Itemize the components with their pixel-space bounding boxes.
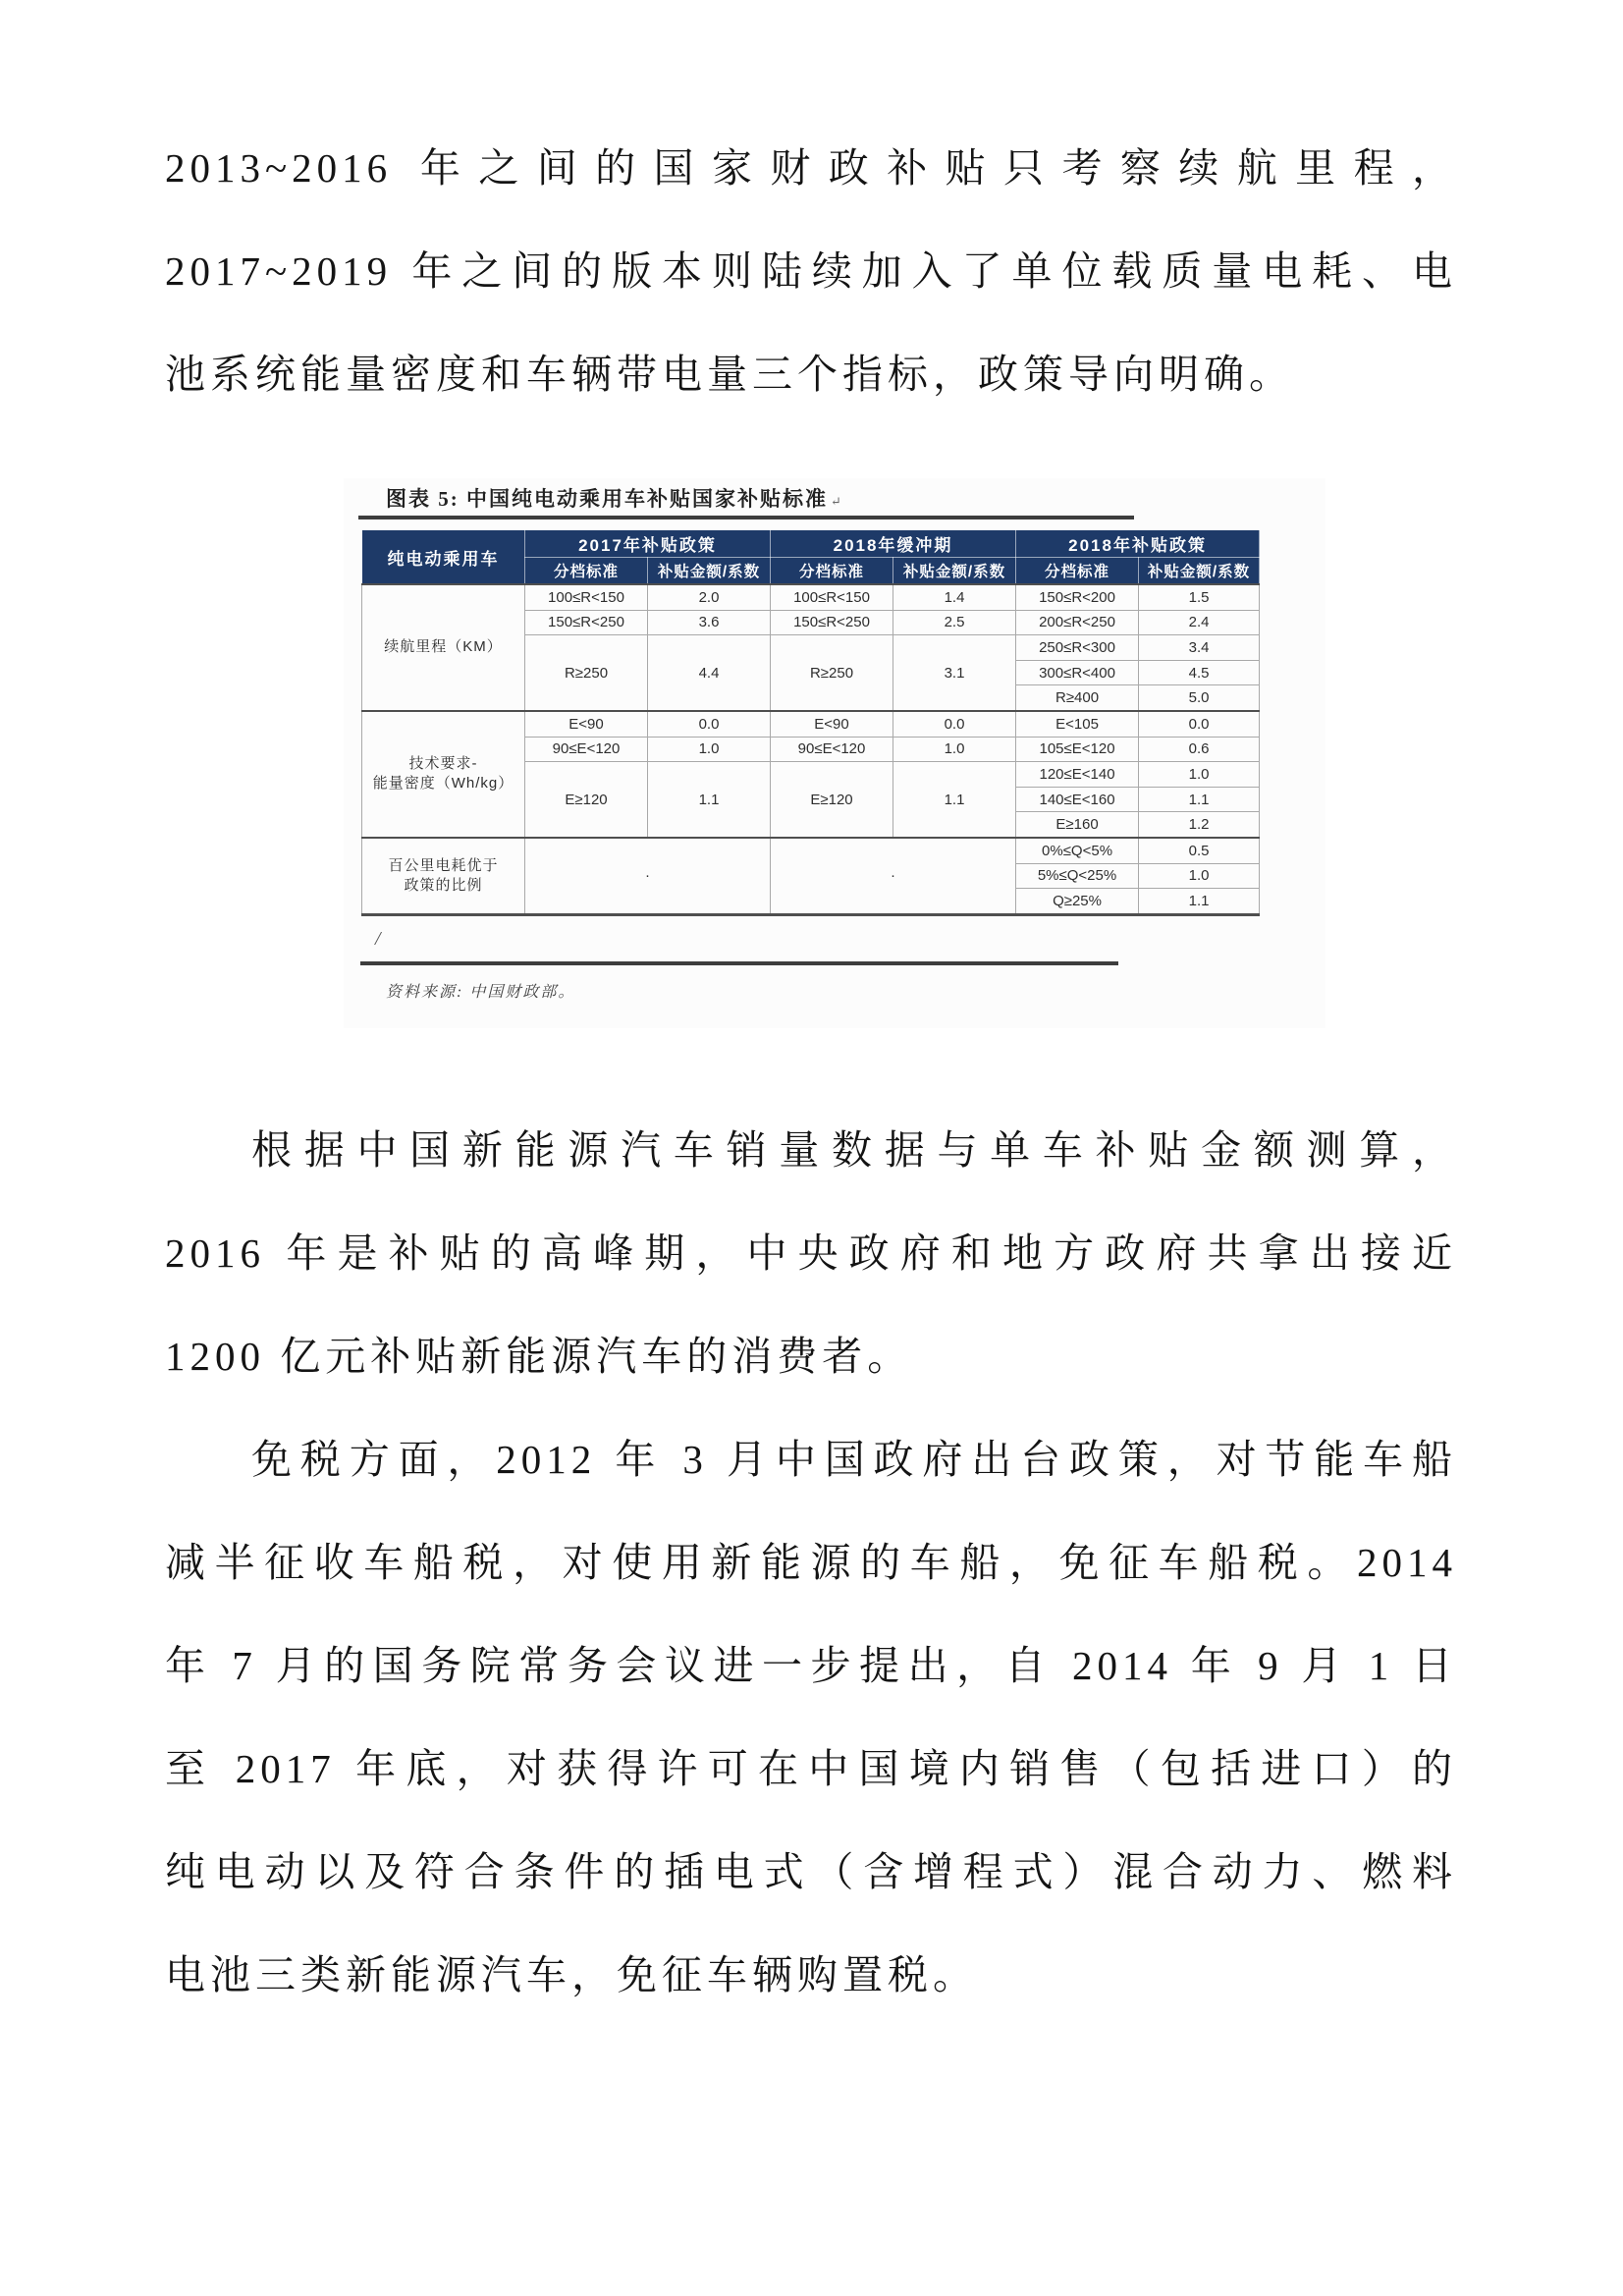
table-empty-dot-cell: ·	[771, 838, 1016, 914]
table-cell: 200≤R<250	[1016, 610, 1139, 635]
table-cell: 3.4	[1139, 635, 1260, 661]
table-cell: R≥400	[1016, 685, 1139, 711]
paragraph-line: 至 2017 年底，对获得许可在中国境内销售（包括进口）的	[165, 1746, 1457, 1791]
paragraph-line: 2016 年是补贴的高峰期，中央政府和地方政府共拿出接近	[165, 1230, 1457, 1276]
paragraph-line: 减半征收车船税，对使用新能源的车船，免征车船税。2014	[165, 1540, 1457, 1585]
table-cell: 300≤R<400	[1016, 660, 1139, 685]
table-cell: E<90	[525, 711, 648, 737]
table-cell: 250≤R<300	[1016, 635, 1139, 661]
paragraph-line: 1200 亿元补贴新能源汽车的消费者。	[165, 1334, 913, 1379]
table-subcolumn-header: 分档标准	[525, 558, 648, 585]
paragraph-line: 根据中国新能源汽车销量数据与单车补贴金额测算，	[251, 1127, 1457, 1173]
table-subcolumn-header: 补贴金额/系数	[1139, 558, 1260, 585]
figure-title-rule	[358, 516, 1134, 519]
paragraph-line: 电池三类新能源汽车，免征车辆购置税。	[165, 1952, 978, 1997]
table-cell: E≥160	[1016, 812, 1139, 838]
table-cell: 1.0	[1139, 762, 1260, 788]
table-cell: 0.6	[1139, 737, 1260, 762]
table-cell: 2.0	[648, 584, 771, 610]
table-row-group-label: 技术要求- 能量密度（Wh/kg）	[362, 711, 525, 838]
table-column-group-header: 2017年补贴政策	[525, 530, 771, 558]
table-cell: 3.6	[648, 610, 771, 635]
table-cell: Q≥25%	[1016, 889, 1139, 915]
figure-title	[386, 483, 843, 513]
table-cell: E≥120	[525, 762, 648, 838]
table-cell: 0.0	[1139, 711, 1260, 737]
table-cell: 5%≤Q<25%	[1016, 863, 1139, 889]
table-cell: 1.0	[1139, 863, 1260, 889]
table-column-group-header: 2018年缓冲期	[771, 530, 1016, 558]
table-body	[362, 584, 1260, 914]
table-cell: 1.0	[648, 737, 771, 762]
table-cell: E<90	[771, 711, 893, 737]
stray-mark: /	[375, 928, 381, 950]
table-cell: 5.0	[1139, 685, 1260, 711]
table-cell: 1.1	[648, 762, 771, 838]
subsidy-table-wrap	[361, 530, 1260, 916]
table-cell: 150≤R<200	[1016, 584, 1139, 610]
paragraph-line: 免税方面，2012 年 3 月中国政府出台政策，对节能车船	[251, 1437, 1457, 1482]
table-cell: 140≤E<160	[1016, 787, 1139, 812]
paragraph-line: 纯电动以及符合条件的插电式（含增程式）混合动力、燃料	[165, 1849, 1457, 1894]
paragraph-line: 2013~2016 年之间的国家财政补贴只考察续航里程，	[165, 145, 1457, 191]
paragraph-3	[165, 1408, 1457, 2027]
table-cell: 1.0	[893, 737, 1016, 762]
table-empty-dot-cell: ·	[525, 838, 771, 914]
figure-source-note: 资料来源: 中国财政部。	[386, 984, 576, 1001]
table-row-group-label: 续航里程（KM）	[362, 584, 525, 711]
table-column-group-header: 2018年补贴政策	[1016, 530, 1260, 558]
table-cell: 150≤R<250	[525, 610, 648, 635]
table-cell: 0.0	[648, 711, 771, 737]
paragraph-line: 池系统能量密度和车辆带电量三个指标，政策导向明确。	[165, 352, 1294, 397]
paragraph-line: 2017~2019 年之间的版本则陆续加入了单位载质量电耗、电	[165, 248, 1457, 294]
table-cell: 1.2	[1139, 812, 1260, 838]
table-cell: 1.1	[1139, 787, 1260, 812]
figure-block	[344, 478, 1325, 1028]
table-subcolumn-header: 分档标准	[1016, 558, 1139, 585]
table-cell: 4.4	[648, 635, 771, 711]
paragraph-line: 年 7 月的国务院常务会议进一步提出，自 2014 年 9 月 1 日	[165, 1643, 1457, 1688]
table-cell: 2.4	[1139, 610, 1260, 635]
table-cell: 1.5	[1139, 584, 1260, 610]
table-cell: 100≤R<150	[771, 584, 893, 610]
table-cell: E≥120	[771, 762, 893, 838]
table-cell: 105≤E<120	[1016, 737, 1139, 762]
table-cell: 0.5	[1139, 838, 1260, 863]
table-cell: 120≤E<140	[1016, 762, 1139, 788]
subsidy-table	[361, 530, 1260, 916]
table-subcolumn-header: 分档标准	[771, 558, 893, 585]
table-row-group-label: 百公里电耗优于 政策的比例	[362, 838, 525, 914]
table-cell: 150≤R<250	[771, 610, 893, 635]
table-subcolumn-header: 补贴金额/系数	[648, 558, 771, 585]
paragraph-2	[165, 1099, 1457, 1408]
table-cell: 1.4	[893, 584, 1016, 610]
table-cell: 100≤R<150	[525, 584, 648, 610]
paragraph-1	[165, 117, 1457, 426]
table-cell: R≥250	[771, 635, 893, 711]
table-cell: 0.0	[893, 711, 1016, 737]
table-cell: 3.1	[893, 635, 1016, 711]
table-header	[362, 530, 1260, 584]
table-cell: 90≤E<120	[525, 737, 648, 762]
table-cell: 1.1	[1139, 889, 1260, 915]
table-cell: 4.5	[1139, 660, 1260, 685]
table-subcolumn-header: 补贴金额/系数	[893, 558, 1016, 585]
table-corner-label: 纯电动乘用车	[362, 530, 525, 584]
table-cell: 2.5	[893, 610, 1016, 635]
pilcrow-mark: ↵	[831, 494, 843, 509]
figure-title-text: 图表 5: 中国纯电动乘用车补贴国家补贴标准	[386, 487, 828, 511]
figure-bottom-rule	[360, 961, 1118, 965]
table-cell: 90≤E<120	[771, 737, 893, 762]
table-cell: 0%≤Q<5%	[1016, 838, 1139, 863]
table-cell: 1.1	[893, 762, 1016, 838]
table-cell: E<105	[1016, 711, 1139, 737]
table-cell: R≥250	[525, 635, 648, 711]
